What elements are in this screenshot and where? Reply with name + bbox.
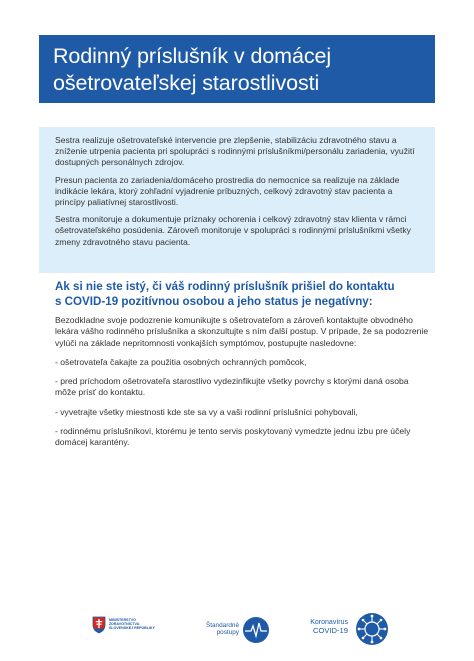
- section-heading: [55, 280, 435, 309]
- info-paragraph-1: Sestra realizuje ošetrovateľské intervencie pre zlepšenie, stabilizáciu zdravotného stavu a zníženie utrpenia pacienta pri spolupráci s rodinnými príslušníkmi/personálu zariadenia, využití dostupných personálnych zdrojov.: [55, 135, 415, 168]
- standard-line-1: Štandardné: [205, 622, 239, 629]
- instructions-item-4: - rodinnému príslušníkovi, ktorému je tento servis poskytovaný vymedzte jednu izbu pre účely domácej karantény.: [55, 426, 411, 448]
- instructions-body: [55, 315, 429, 457]
- instructions-item-1: - ošetrovateľa čakajte za použitia osobných ochranných pomôcok,: [55, 356, 307, 367]
- heartbeat-circle-icon: [242, 616, 270, 644]
- instructions-intro: Bezodkladne svoje podozrenie komunikujte s ošetrovateľom a zároveň kontaktujte obvodného lekára vášho rodinného príslušníka a skonzultujte s ním ďalší postup. V prípade, že sa podozrenie vylúči na základe nepritomnosti vonkajších symptómov, postupujte nasledovne:: [55, 315, 429, 348]
- ministry-line-1: MINISTERSTVO: [109, 618, 136, 622]
- section-heading-line-2: s COVID-19 pozitívnou osobou a jeho status je negatívny:: [55, 294, 373, 308]
- covid-line-2: COVID-19: [312, 626, 348, 636]
- standard-line-2: postupy: [216, 629, 239, 637]
- coronavirus-logo: [310, 603, 400, 651]
- section-heading-line-1: Ak si nie ste istý, či váš rodinný príslušník prišiel do kontaktu: [55, 280, 395, 293]
- standard-procedures-logo: [200, 606, 270, 648]
- title-banner: [39, 35, 435, 103]
- page-title-line-1: Rodinný príslušník v domácej: [53, 44, 332, 68]
- virus-icon: [354, 611, 390, 647]
- footer-logos: [0, 598, 474, 653]
- info-paragraph-3: Sestra monitoruje a dokumentuje príznaky ochorenia i celkový zdravotný stav klienta v rámci ošetrovateľského posúdenia. Zároveň monitoruje v spolupráci s rodinnými príslušníkmi všetky zmeny zdravotného stavu pacienta.: [55, 214, 411, 247]
- instructions-item-3: - vyvetrajte všetky miestnosti kde ste sa vy a vaši rodinní príslušníci pohybovali,: [55, 406, 358, 417]
- slovak-coat-of-arms-icon: [92, 616, 106, 634]
- ministry-line-2: ZDRAVOTNÍCTVA: [109, 622, 140, 627]
- info-paragraph-2: Presun pacienta zo zariadenia/domáceho prostredia do nemocnice sa realizuje na základe indikácie lekára, ktorý zohľadní vyjadrenie príbuzných, celkový zdravotný stav pacienta a princípy paliatívnej starostlivosti.: [55, 174, 400, 208]
- ministry-line-3: SLOVENSKEJ REPUBLIKY: [109, 626, 155, 631]
- info-box: [39, 127, 435, 273]
- covid-line-1: Koronavírus: [310, 619, 348, 626]
- ministry-logo: [92, 616, 202, 648]
- instructions-item-2: - pred príchodom ošetrovateľa starostlivo vydezinfikujte všetky povrchy s ktorými daná osoba môže prísť do kontaktu.: [55, 376, 409, 398]
- page-title-line-2: ošetrovateľskej starostlivosti: [53, 71, 320, 95]
